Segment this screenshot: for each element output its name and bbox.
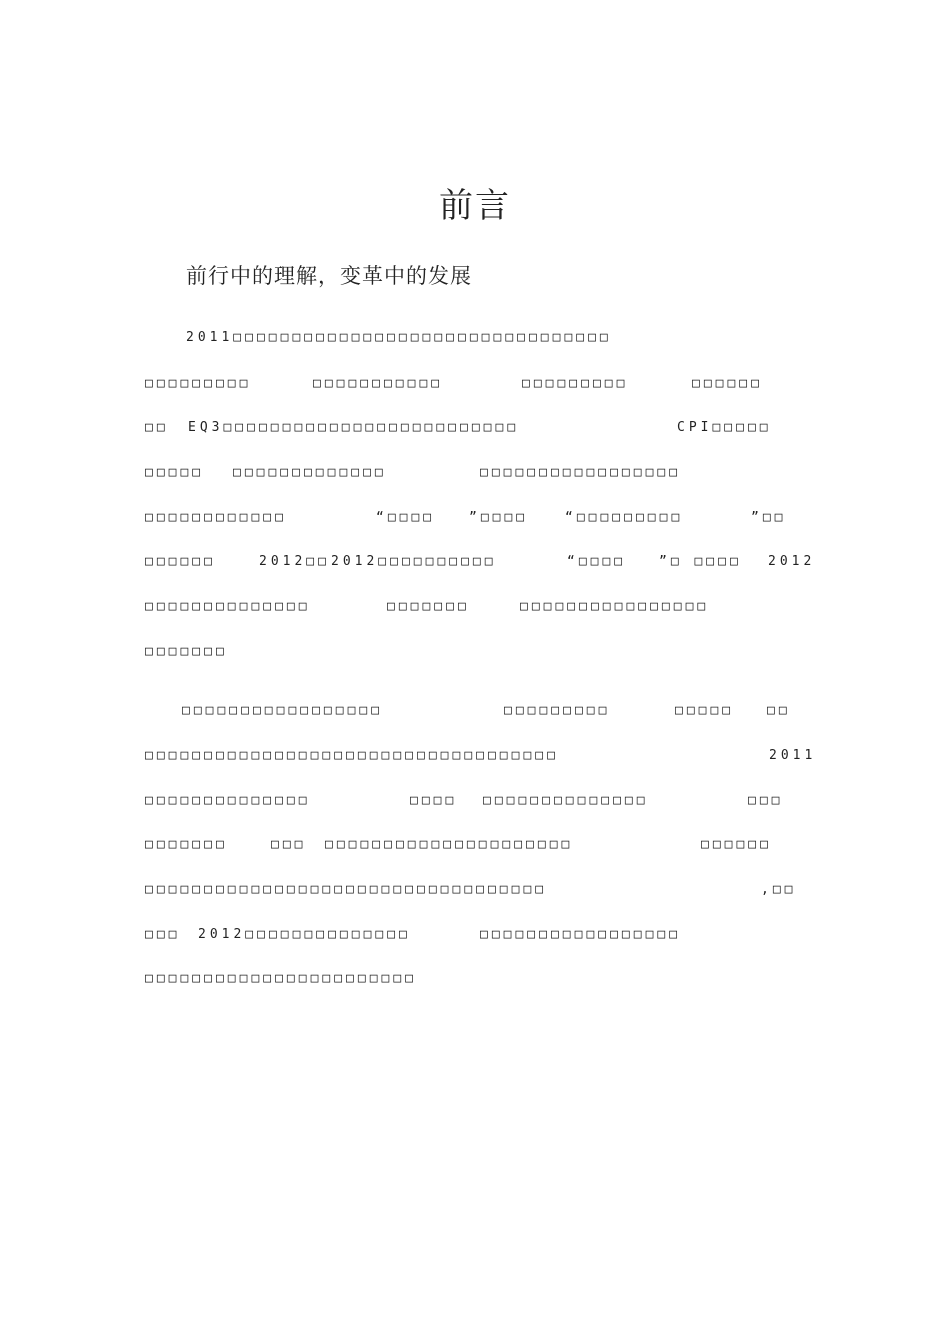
text-segment: □□□□□□□: [387, 599, 470, 614]
text-segment: 2012□□□□□□□□□□: [331, 554, 497, 569]
text-segment: □□□□□□□: [145, 644, 228, 659]
text-segment: □□□□□□□□□□□□□□□□□□□□□□□□□□□□□□□□□□□: [145, 748, 559, 763]
text-segment: □□□□□□□□□□□□□□□□□: [480, 927, 682, 942]
text-line: [0, 596, 950, 618]
text-segment: ,□□: [761, 882, 797, 897]
text-segment: □□□□□□□□□□□□□□: [483, 793, 649, 808]
text-segment: □□□□□□□□□□□□□□□□□: [480, 465, 682, 480]
text-segment: □□□□□□□□□: [504, 703, 611, 718]
text-line: [0, 641, 950, 663]
text-segment: “□□□□: [376, 510, 436, 525]
text-segment: □□□□□□□□□□□□: [145, 510, 287, 525]
text-segment: □□□□□□□□□□□□□□□□: [520, 599, 710, 614]
text-segment: “□□□□□□□□□: [565, 510, 684, 525]
text-line: [0, 462, 950, 484]
text-segment: “□□□□: [567, 554, 627, 569]
text-line: [0, 373, 950, 395]
text-segment: □□□□□□□□□□□□□□: [145, 599, 311, 614]
text-segment: □□□□□□□□□□□□□□: [145, 793, 311, 808]
text-segment: □□□□□□□□□□□□□□□□□□□□□: [325, 837, 574, 852]
text-segment: □□□□□□: [692, 376, 763, 391]
text-segment: ”□ □□□□: [659, 554, 742, 569]
text-segment: ”□□□□: [469, 510, 529, 525]
text-segment: □□□□: [410, 793, 458, 808]
text-segment: EQ3□□□□□□□□□□□□□□□□□□□□□□□□□: [188, 420, 520, 435]
text-segment: □□□□□: [145, 465, 205, 480]
text-line: [0, 790, 950, 812]
text-line: [0, 327, 950, 349]
text-segment: 2011: [769, 748, 817, 763]
text-segment: □□□□□□: [145, 554, 216, 569]
text-segment: □□□□□□□□□□□: [313, 376, 444, 391]
text-line: [0, 879, 950, 901]
text-segment: □□□: [271, 837, 307, 852]
text-segment: 2011□□□□□□□□□□□□□□□□□□□□□□□□□□□□□□□□: [186, 330, 612, 345]
text-segment: CPI□□□□□: [677, 420, 772, 435]
text-line: [0, 968, 950, 990]
text-segment: 2012□□□□□□□□□□□□□□: [198, 927, 411, 942]
text-line: [0, 745, 950, 767]
text-segment: □□□□□□□□□: [145, 376, 252, 391]
text-segment: □□□□□□□□□□□□□□□□□: [182, 703, 384, 718]
text-line: [0, 551, 950, 573]
text-line: [0, 417, 950, 439]
text-segment: □□□: [145, 927, 181, 942]
text-segment: □□□: [748, 793, 784, 808]
text-line: [0, 924, 950, 946]
page-title: 前言: [439, 186, 511, 226]
text-segment: □□□□□□□□□□□□□: [233, 465, 387, 480]
text-line: [0, 700, 950, 722]
text-line: [0, 834, 950, 856]
section-subtitle: 前行中的理解，变革中的发展: [186, 264, 472, 288]
text-segment: □□: [767, 703, 791, 718]
text-segment: □□□□□□□: [145, 837, 228, 852]
text-segment: 2012□□: [259, 554, 330, 569]
text-line: [0, 507, 950, 529]
text-segment: □□□□□□□□□□□□□□□□□□□□□□□□□□□□□□□□□□: [145, 882, 548, 897]
text-segment: 2012: [768, 554, 816, 569]
text-segment: □□□□□: [675, 703, 735, 718]
text-segment: □□□□□□□□□: [522, 376, 629, 391]
text-segment: □□: [145, 420, 169, 435]
text-segment: □□□□□□□□□□□□□□□□□□□□□□□: [145, 971, 418, 986]
text-segment: ”□□: [751, 510, 787, 525]
text-segment: □□□□□□: [701, 837, 772, 852]
